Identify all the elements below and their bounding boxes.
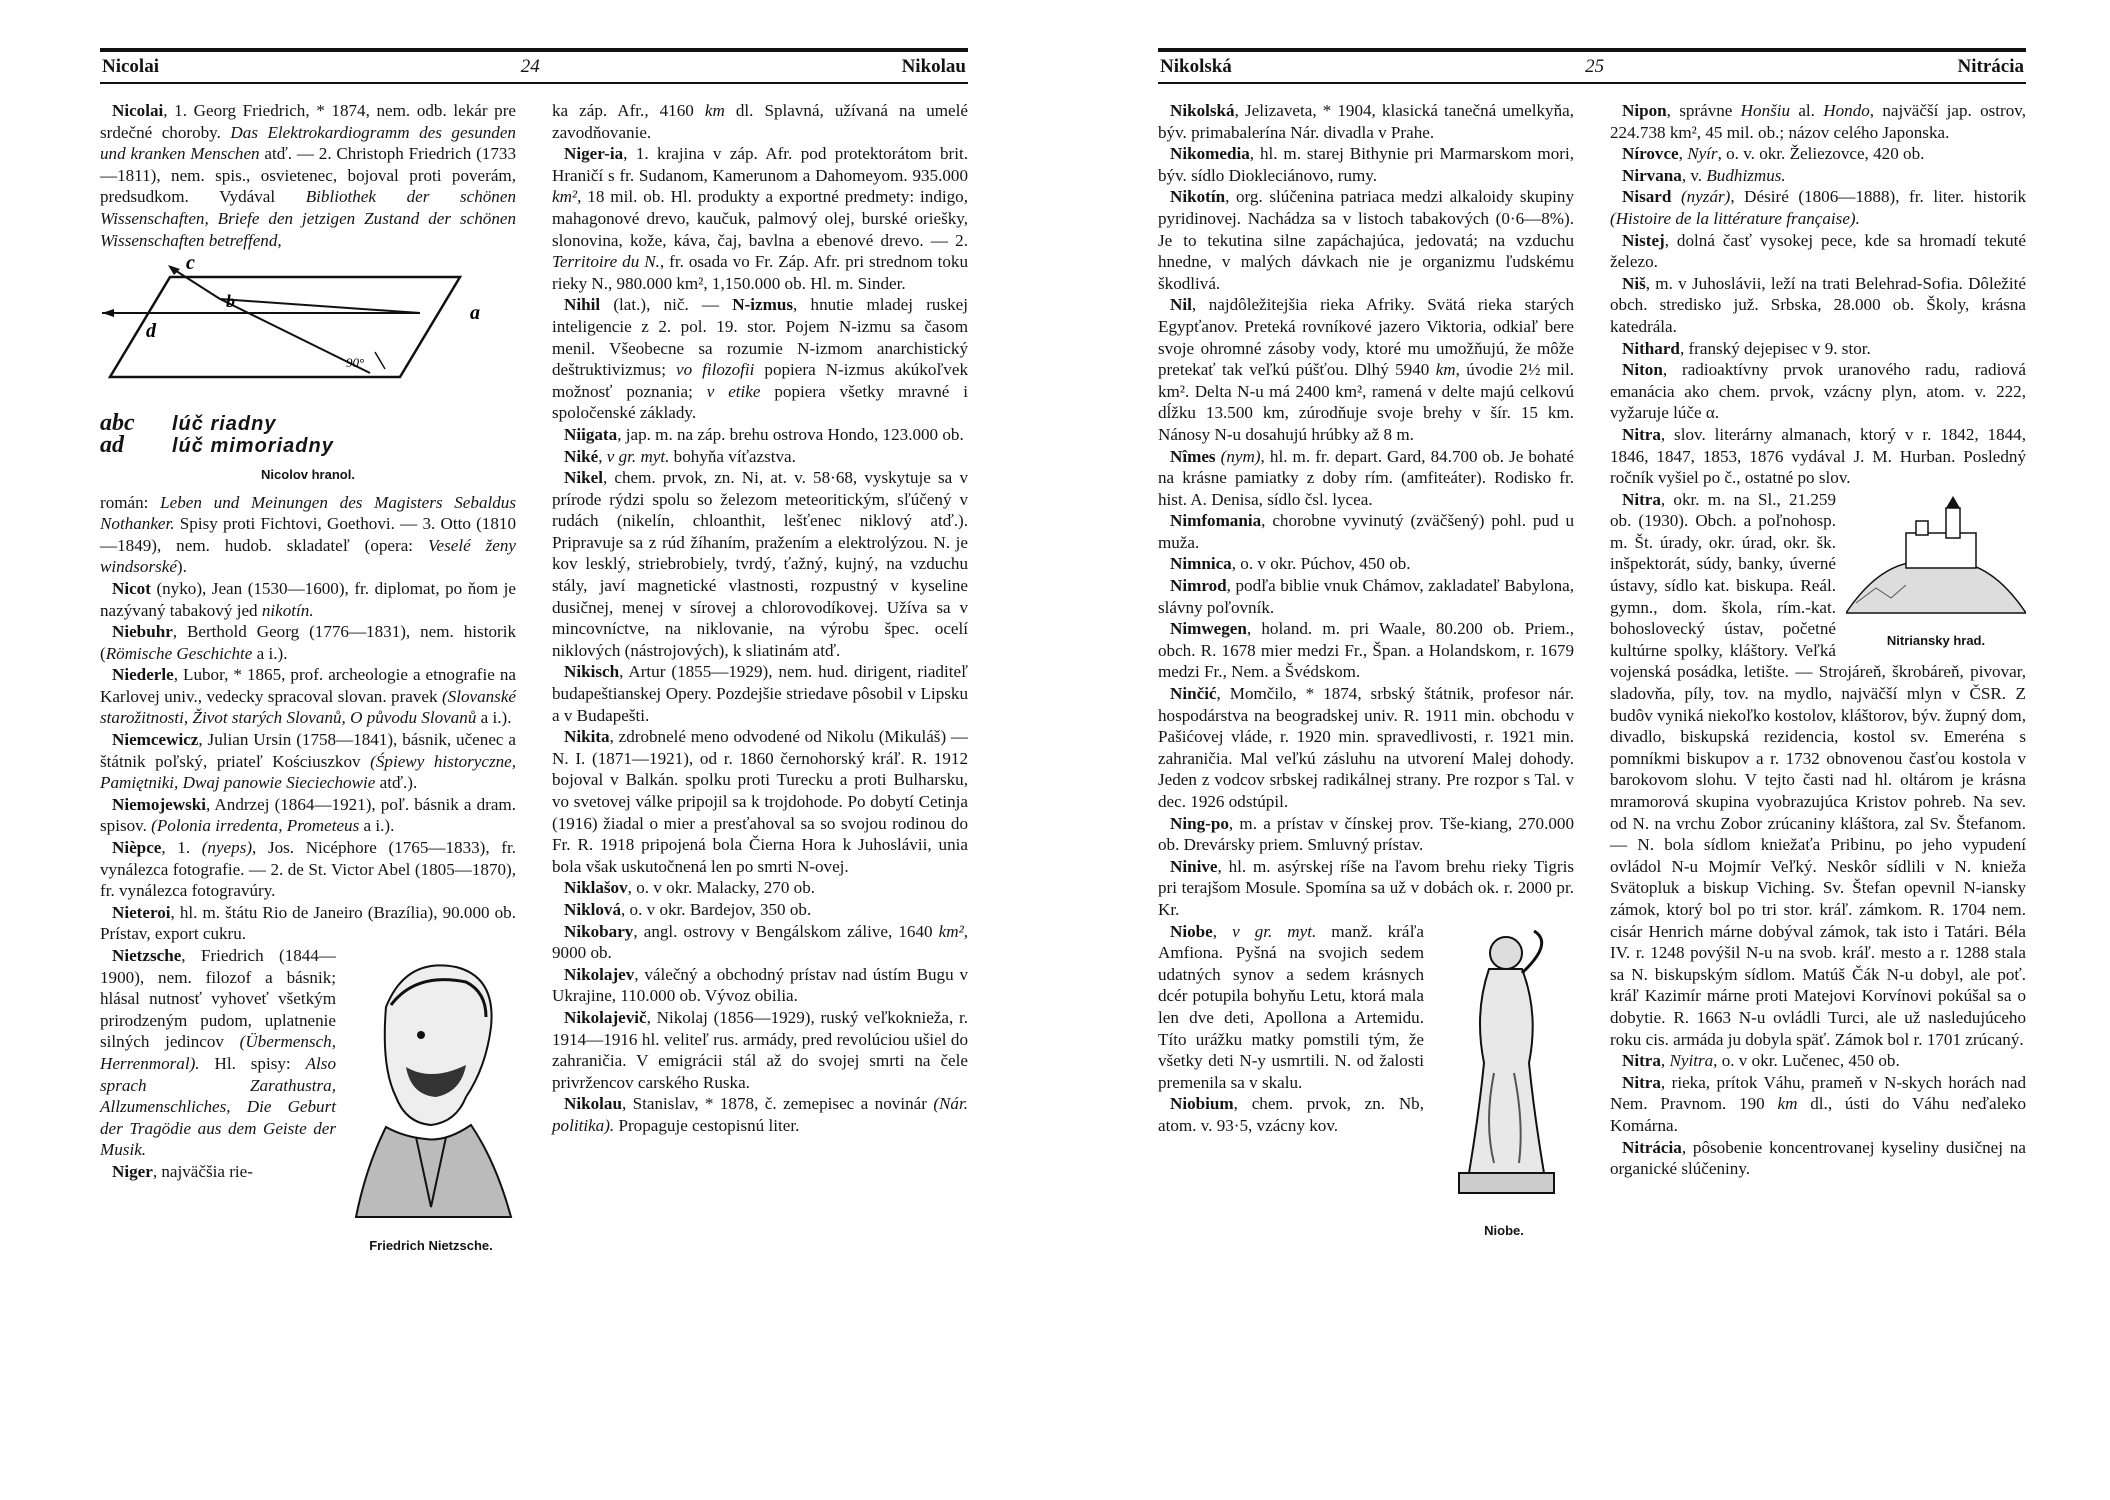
entry: Ninive, hl. m. asýrskej ríše na ľavom brehu rieky Tigris pri terajšom Mosule. Spomína sa už v dobách ok. r. 2000 pr. Kr. xyxy=(1158,856,1574,919)
entry: Nièpce, 1. (nyeps), Jos. Nicéphore (1765—1833), fr. vynálezca fotografie. — 2. de St. Victor Abel (1805—1870), fr. vynálezca fotogravúry. xyxy=(100,838,516,901)
column-2 xyxy=(1610,100,2026,1244)
header-right-word: Nikolau xyxy=(901,56,966,77)
entry: Nikotín, org. slúčenina patriaca medzi alkaloidy skupiny pyridinovej. Nachádza sa v listoch tabakových (0·6—8%). Je to tekutina silne zapáchajúca, jedovatá; na vzduchu hnedne, v malých dávkach nie je organizmu ľudskému škodlivá. xyxy=(1158,187,1574,293)
entry: Nírovce, Nyír, o. v. okr. Želiezovce, 420 ob. xyxy=(1622,144,1925,164)
left-page xyxy=(100,48,968,1468)
entry: Nikel, chem. prvok, zn. Ni, at. v. 58·68, vyskytuje sa v prírode rýdzi spolu so železom meteoritickým, sľúčený v rudách (nikelín, chloanthit, lešťenec niklový atď.). Pripravuje sa z rúd žíhaním, pražením a elektrolýzou. N. je kov lesklý, striebrobiely, tvrdý, ťažný, kujný, na vzduchu stály, javí magnetické vlastnosti, rozpustný v kyseline dusičnej, menej v sírovej a chlorovodíkovej. Užíva sa v mincovníctve, na niklovanie, na výrobu špec. ocelí niklových (nástrojových), k sliatinám atď. xyxy=(552,468,968,660)
entry: Nitra, Nyitra, o. v okr. Lučenec, 450 ob. xyxy=(1622,1051,1900,1071)
entry: Nirvana, v. Budhizmus. xyxy=(1622,165,1786,185)
page-header xyxy=(1158,52,2026,84)
niobe-statue-illustration xyxy=(1434,923,1574,1213)
entry: Nimrod, podľa biblie vnuk Chámov, zakladateľ Babylona, slávny poľovník. xyxy=(1158,576,1574,617)
entry: Nicolai, 1. Georg Friedrich, * 1874, nem. odb. lekár pre srdečné choroby. Das Elektrokardiogramm des gesunden und kranken Menschen atď. — 2. Christoph Friedrich (1733—1811), nem. spis., osvietenec, bojoval proti poverám, predsudkom. Vydával Bibliothek der schönen Wissenschaften, Briefe den jetzigen Zustand der schönen Wissenschaften betreffend, xyxy=(100,101,516,250)
entry: Niigata, jap. m. na záp. brehu ostrova Hondo, 123.000 ob. xyxy=(564,424,964,444)
portrait-caption: Friedrich Nietzsche. xyxy=(369,1237,493,1253)
niobe-caption: Niobe. xyxy=(1484,1223,1524,1239)
entry: Nikolajevič, Nikolaj (1856—1929), ruský veľkoknieža, r. 1914—1916 hl. veliteľ rus. armády, pred revolúciou ušiel do zahraničia. V emigrácii stál až do svojej smrti na čele privržencov carského Ruska. xyxy=(552,1007,968,1092)
entry: Niger-ia, 1. krajina v záp. Afr. pod protektorátom brit. Hraničí s fr. Sudanom, Kamerunom a Dahomeyom. 935.000 km², 18 mil. ob. Hl. produkty a exportné predmety: indigo, mahagonové drevo, kaučuk, palmový olej, burské oriešky, slonovina, kože, káva, čaj, bavlna a ebenové drevo. — 2. Territoire du N., fr. osada vo Fr. Záp. Afr. pri strednom toku rieky N., 980.000 km², 1,150.000 ob. Hl. m. Sinder. xyxy=(552,144,969,293)
figure-legend xyxy=(100,409,516,459)
entry: Niemcewicz, Julian Ursin (1758—1841), básnik, učenec a štátnik poľský, priateľ Kościuszkov (Śpiewy historyczne, Pamiętniki, Dwaj panowie Sieciechowie atď.). xyxy=(100,730,517,793)
entry: Ning-po, m. a prístav v čínskej prov. Tše-kiang, 270.000 ob. Drevársky priem. Smluvný prístav. xyxy=(1158,813,1574,855)
entry: Nikita, zdrobnelé meno odvodené od Nikolu (Mikuláš) — N. I. (1871—1921), od r. 1860 černohorský kráľ. R. 1912 bojoval v Balkán. spolku proti Turecku a proti Bulharsku, vo svetovej válke pripojil sa k trojdohode. Po dobytí Cetinja (1916) žiadal o mier a presťahoval sa so svojou rodinou do Fr. R. 1918 pripojená bola Čierna Hora k Juhoslávii, unia bola však uskutočnená len po smrti N-ovej. xyxy=(552,727,968,876)
entry: Niton, radioaktívny prvok uranového radu, radiová emanácia ako chem. prvok, vzácny plyn, atom. v. 222, vyžaruje lúče α. xyxy=(1610,360,2026,423)
entry: Nisard (nyzár), Désiré (1806—1888), fr. liter. historik (Histoire de la littérature française). xyxy=(1610,187,2026,228)
entry: Ninčić, Momčilo, * 1874, srbský štátnik, profesor nár. hospodárstva na beogradskej univ. R. 1911 min. obchodu v Pašićovej vláde, r. 1920 min. spravedlivosti, r. 1921 min. zahraničia. Mal veľkú zásluhu na utvorení Malej dohody. Jeden z vodcov srbskej radikálnej strany. Pre rozpor s Tal. v dec. 1926 odstúpil. xyxy=(1158,684,1574,811)
entry: Nimwegen, holand. m. pri Waale, 80.200 ob. Priem., obch. R. 1678 mier medzi Fr., Špan. a Holandskom, r. 1679 medzi Fr., Nem. a Švédskom. xyxy=(1158,619,1574,682)
entry: Nithard, franský dejepisec v 9. stor. xyxy=(1622,338,1871,358)
entry: Niger, najväčšia rie- xyxy=(112,1161,253,1181)
niobe-figure xyxy=(1434,923,1574,1242)
entry: Niké, v gr. myt. bohyňa víťazstva. xyxy=(564,446,796,466)
figure-caption: Nicolov hranol. xyxy=(261,466,355,482)
header-right-word: Nitrácia xyxy=(1957,56,2024,77)
column-1 xyxy=(1158,100,1574,1244)
entry: Niš, m. v Juhoslávii, leží na trati Belehrad-Sofia. Dôležité obch. stredisko juž. Srbska, 28.000 ob. Školy, krásna katedrála. xyxy=(1610,273,2026,336)
entry: Nitra, rieka, prítok Váhu, prameň v N-skych horách nad Nem. Pravnom. 190 km dl., ústi do Váhu neďaleko Komárna. xyxy=(1610,1072,2026,1135)
entry: Nikolská, Jelizaveta, * 1904, klasická tanečná umelkyňa, býv. primabalerína Nár. divadla v Prahe. xyxy=(1158,101,1574,142)
entry: román: Leben und Meinungen des Magisters Sebaldus Nothanker. Spisy proti Fichtovi, Goethovi. — 3. Otto (1810—1849), nem. hudob. skladateľ (opera: Veselé ženy windsorské). xyxy=(100,492,516,577)
entry: Nistej, dolná časť vysokej pece, kde sa hromadí tekuté železo. xyxy=(1610,230,2026,272)
castle-figure xyxy=(1846,493,2026,652)
entry: Nikolajev, válečný a obchodný prístav nad ústím Bugu v Ukrajine, 110.000 ob. Vývoz obilia. xyxy=(552,964,968,1006)
entry: Niklová, o. v okr. Bardejov, 350 ob. xyxy=(564,899,812,919)
entry: Nimnica, o. v okr. Púchov, 450 ob. xyxy=(1170,554,1411,574)
entry: Nieteroi, hl. m. štátu Rio de Janeiro (Brazília), 90.000 ob. Prístav, export cukru. xyxy=(100,902,516,944)
header-left-word: Nikolská xyxy=(1160,56,1232,77)
entry: Niemojewski, Andrzej (1864—1921), poľ. básnik a dram. spisov. (Polonia irredenta, Prometeus a i.). xyxy=(100,794,516,836)
page-number: 25 xyxy=(1585,56,1605,77)
column-1 xyxy=(100,100,516,1258)
legend-row: abc lúč riadny xyxy=(100,409,277,436)
page-number: 24 xyxy=(520,56,540,77)
page-header xyxy=(100,52,968,84)
prism-figure xyxy=(100,257,516,485)
castle-caption: Nitriansky hrad. xyxy=(1886,633,1986,649)
entry: Nicot (nyko), Jean (1530—1600), fr. diplomat, po ňom je nazývaný tabakový jed nikotín. xyxy=(100,578,516,620)
entry: Nil, najdôležitejšia rieka Afriky. Svätá rieka starých Egypťanov. Preteká rovníkové jazero Viktoria, odkiaľ bere svoje ohromné zásoby vody, ktoré mu umožňujú, že môže pretekať tak veľkú púšťou. Dlhý 5940 km, úvodie 2½ mil. km². Delta N-u má 2400 km², ramená v delte majú celkovú dĺžku 13.500 km, zúrodňuje svoje brehy v šír. 15 km. Nánosy N-u dosahujú hrúbky až 8 m. xyxy=(1158,295,1574,444)
entry: Nitrácia, pôsobenie koncentrovanej kyseliny dusičnej na organické slúčeniny. xyxy=(1610,1137,2026,1179)
entry: Nikolau, Stanislav, * 1878, č. zemepisec a novinár (Nár. politika). Propaguje cestopisnú liter. xyxy=(552,1094,968,1135)
entry: Niklašov, o. v okr. Malacky, 270 ob. xyxy=(564,878,816,898)
entry: Nîmes (nym), hl. m. fr. depart. Gard, 84.700 ob. Je bohaté na krásne pamiatky z doby rím. (amfiteáter). Rodisko fr. hist. A. Denisa, sídlo čsl. lycea. xyxy=(1158,446,1574,509)
label-c: c xyxy=(186,257,195,275)
label-b: b xyxy=(226,291,235,312)
entry: Nietzsche, Friedrich (1844—1900), nem. filozof a básnik; hlásal nutnosť vyhoveť všetkým prirodzeným pudom, uplatnenie silných jedincov (Übermensch, Herrenmoral). Hl. spisy: Also sprach Zarathustra, Allzumenschliches, Die Geburt der Tragödie aus dem Geiste der Musik. xyxy=(100,946,336,1160)
header-left-word: Nicolai xyxy=(102,56,159,77)
nietzsche-portrait xyxy=(346,947,516,1256)
entry: Nipon, správne Honšiu al. Hondo, najväčší jap. ostrov, 224.738 km², 45 mil. ob.; názov celého Japonska. xyxy=(1610,101,2026,142)
label-d: d xyxy=(146,320,156,343)
right-page xyxy=(1158,48,2026,1468)
entry: Nikomedia, hl. m. starej Bithynie pri Marmarskom mori, býv. sídlo Diokleciánovo, rumy. xyxy=(1158,144,1574,185)
entry: Niederle, Lubor, * 1865, prof. archeologie a etnografie na Karlovej univ., vedecky spracoval slovan. pravek (Slovanské starožitnosti, Život starých Slovanů, O původu Slovanů a i.). xyxy=(100,665,516,728)
entry: Nitra, okr. m. na Sl., 21.259 ob. (1930). Obch. a poľnohosp. m. Št. úrady, okr. úrad, okr. šk. inšpektorát, súdy, banky, úverné ústavy, sídlo kat. biskupa. Reál. gymn., dom. škola, rím.-kat. bohoslovecký ústav, početné kultúrne spolky, kláštory. Veľká vojenská posádka, letište. — Strojáreň, škrobáreň, pivovar, sladovňa, píly, tov. na mydlo, najväčší mlyn v ČSR. Z budôv vyniká niekoľko kostolov, kláštorov, býv. župný dom, divadlo, biskupská rezidencia, kostol sv. Emeréna s pomníkmi biskupov a r. 1732 obnovenou časťou kostola v barokovom slohu. V tejto časti nad hl. oltárom je krásna mramorová skupina vyobrazujúca Kristov pohreb. Na sev. od N. na vrchu Zobor zrúcaniny kláštora, zal Sv. Štefanom. — N. bola sídlom kniežaťa Pribinu, po jeho vypudení ovládol N-u Mojmír Veľký. Neskôr sídlili v N. knieža Svätopluk a biskup Viching. Sv. Štefan opevnil N-iansky zámok, ktorý bol po tri stor. kráľ. zámkom. R. 1704 nem. cisár Henrich márne dobýval zámok, tak isto i Tatári. Béla IV. r. 1248 povýšil N-u na svob. kráľ. mesto a r. 1288 stala sa N. biskupským sídlom. Matúš Čák N-u dobyl, ale poť. kráľ Kazimír márne proti Matejovi Korvínovi pokúšal sa o dobytie. R. 1663 N-u ovládli Turci, ale už nasledujúceho roku cis. armáda ju dobyla späť. Zámok bol r. 1701 zrúcaný. xyxy=(1610,489,2026,1049)
nicol-prism-diagram xyxy=(100,257,516,407)
entry: Nikobary, angl. ostrovy v Bengálskom zálive, 1640 km², 9000 ob. xyxy=(552,921,968,963)
entry: Nitra, slov. literárny almanach, ktorý v r. 1842, 1844, 1846, 1847, 1853, 1876 vydával J. M. Hurban. Posledný ročník vyšiel po č., ostatné po slov. xyxy=(1610,424,2026,488)
entry: Niobium, chem. prvok, zn. Nb, atom. v. 93·5, vzácny kov. xyxy=(1158,1094,1424,1135)
label-a: a xyxy=(470,302,480,325)
legend-row: ad lúč mimoriadny xyxy=(100,432,334,459)
entry: ka záp. Afr., 4160 km dl. Splavná, užívaná na umelé zavodňovanie. xyxy=(552,101,968,142)
column-2 xyxy=(552,100,968,1258)
entry: Nihil (lat.), nič. — N-izmus, hnutie mladej ruskej inteligencie z 2. pol. 19. stor. Pojem N-izmu sa časom menil. Všeobecne sa rozumie N-izmom anarchistický deštruktivizmus; vo filozofii popiera N-izmus akúkoľvek možnosť poznania; v etike popiera všetky mravné i spoločenské základy. xyxy=(552,295,968,423)
entry: Niebuhr, Berthold Georg (1776—1831), nem. historik (Römische Geschichte a i.). xyxy=(100,622,516,663)
label-angle: 90° xyxy=(346,355,365,371)
entry: Nikisch, Artur (1855—1929), nem. hud. dirigent, riaditeľ budapeštianskej Opery. Pozdejšie striedave pôsobil v Lipsku a v Budapešti. xyxy=(552,662,968,725)
entry: Niobe, v gr. myt. manž. kráľa Amfiona. Pyšná na svojich sedem udatných synov a sedem krásnych dcér potupila bohyňu Letu, ktorá mala len dve deti, Apollona a Artemidu. Títo urážku matky pomstili tým, že všetky deti N-y usmrtili. N. od žalosti premenila sa v skalu. xyxy=(1158,921,1424,1092)
portrait-illustration xyxy=(346,947,516,1227)
nitra-castle-illustration xyxy=(1846,493,2026,623)
entry: Nimfomania, chorobne vyvinutý (zväčšený) pohl. pud u muža. xyxy=(1158,511,1574,552)
